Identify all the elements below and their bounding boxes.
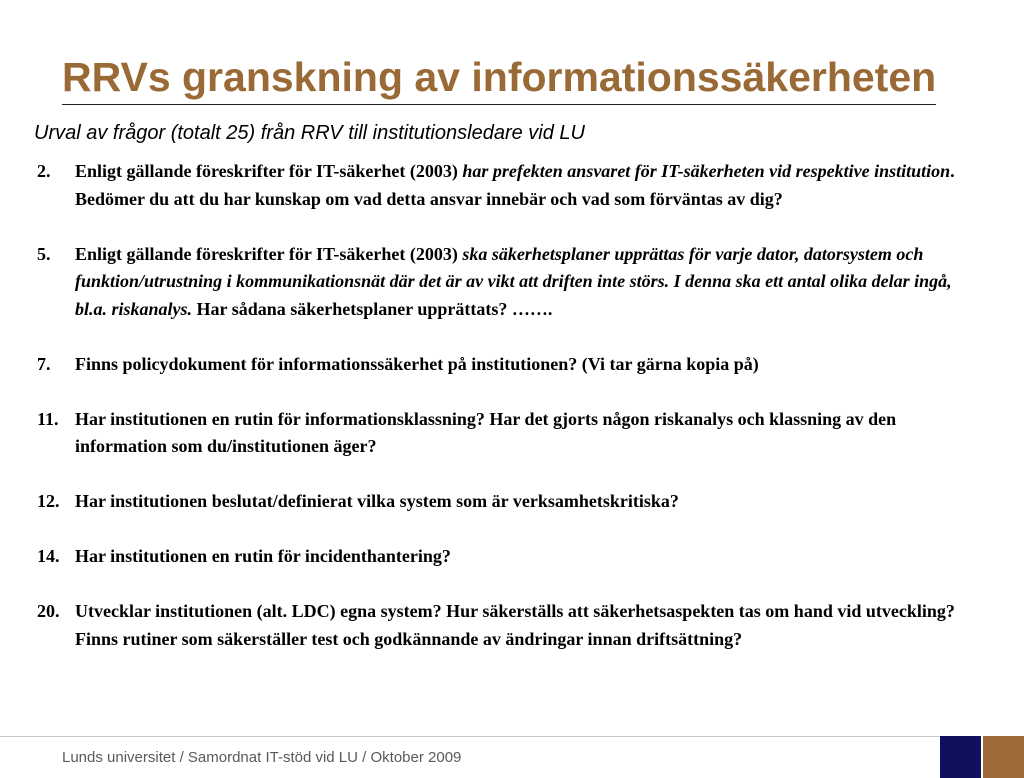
question-number: 14. bbox=[37, 546, 60, 566]
question-item bbox=[37, 158, 987, 213]
question-text bbox=[75, 241, 987, 324]
question-text-italic: ska säkerhetsplaner upprättas för varje dator, datorsystem och funktion/utrustning i kommunikationsnät där det är av vikt att driften inte störs. I denna ska ett antal olika delar ingå, bl.a. riskanalys. bbox=[75, 243, 952, 319]
question-item bbox=[37, 406, 987, 461]
footer-color-block-gold bbox=[983, 736, 1024, 778]
question-text: Har institutionen en rutin för incidenthantering? bbox=[75, 546, 451, 566]
question-item bbox=[37, 488, 987, 516]
title-divider bbox=[62, 104, 936, 105]
question-text: Finns policydokument för informationssäkerhet på institutionen? (Vi tar gärna kopia på) bbox=[75, 353, 759, 374]
question-list bbox=[37, 158, 987, 653]
question-item bbox=[37, 351, 987, 379]
question-item bbox=[37, 543, 987, 571]
question-text-plain: Har sådana säkerhetsplaner upprättats? ……. bbox=[192, 298, 553, 319]
question-number: 7. bbox=[37, 353, 51, 374]
question-item bbox=[37, 241, 987, 324]
question-text: Har institutionen en rutin för informationsklassning? Har det gjorts någon riskanalys och klassning av den information som du/institutionen äger? bbox=[75, 408, 897, 456]
question-number: 11. bbox=[37, 408, 59, 429]
question-number: 12. bbox=[37, 491, 60, 511]
slide-title: RRVs granskning av informationssäkerheten bbox=[62, 54, 937, 100]
slide-subtitle: Urval av frågor (totalt 25) från RRV till institutionsledare vid LU bbox=[34, 122, 585, 144]
question-text-italic: har prefekten ansvaret för IT-säkerheten vid respektive institution bbox=[462, 161, 951, 181]
footer-color-block-navy bbox=[940, 736, 981, 778]
question-number: 2. bbox=[37, 161, 51, 181]
question-text-plain: Enligt gällande föreskrifter för IT-säkerhet (2003) bbox=[75, 161, 463, 181]
question-number: 20. bbox=[37, 601, 60, 621]
question-number: 5. bbox=[37, 243, 51, 264]
question-text: Utvecklar institutionen (alt. LDC) egna system? Hur säkerställs att säkerhetsaspekten tas om hand vid utveckling? Finns rutiner som säkerställer test och godkännande av ändringar innan driftsättning? bbox=[75, 601, 955, 649]
question-text bbox=[75, 158, 987, 213]
footer-text: Lunds universitet / Samordnat IT-stöd vid LU / Oktober 2009 bbox=[62, 749, 462, 766]
question-text: Har institutionen beslutat/definierat vilka system som är verksamhetskritiska? bbox=[75, 491, 679, 511]
question-text-plain: . Bedömer du att du har kunskap om vad detta ansvar innebär och vad som förväntas av dig? bbox=[75, 161, 955, 209]
question-text-plain: Enligt gällande föreskrifter för IT-säkerhet (2003) bbox=[75, 243, 463, 264]
footer-divider bbox=[0, 736, 940, 737]
question-item bbox=[37, 598, 987, 653]
